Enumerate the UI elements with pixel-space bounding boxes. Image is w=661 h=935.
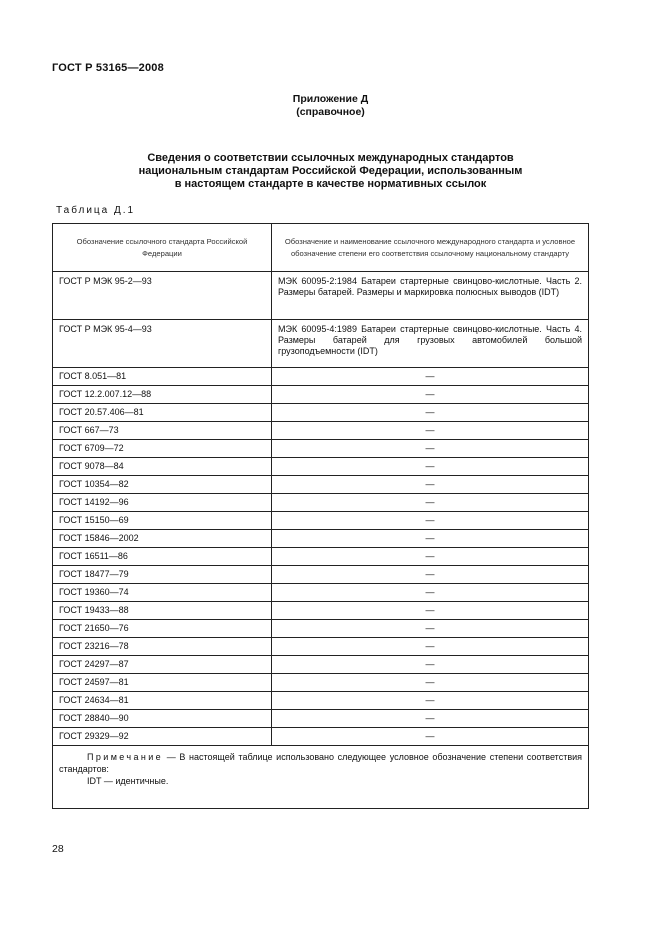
international-standard-cell: — bbox=[272, 566, 589, 584]
national-standard-cell: ГОСТ 14192—96 bbox=[53, 494, 272, 512]
international-standard-cell: — bbox=[272, 494, 589, 512]
document-code: ГОСТ Р 53165—2008 bbox=[52, 62, 164, 74]
table-row bbox=[53, 386, 589, 404]
international-standard-cell: — bbox=[272, 422, 589, 440]
national-standard-cell: ГОСТ 24597—81 bbox=[53, 674, 272, 692]
section-heading bbox=[0, 152, 661, 191]
national-standard-cell: ГОСТ 15150—69 bbox=[53, 512, 272, 530]
international-standard-cell: — bbox=[272, 386, 589, 404]
table-row bbox=[53, 422, 589, 440]
international-standard-cell: — bbox=[272, 656, 589, 674]
international-standard-cell: — bbox=[272, 368, 589, 386]
international-standard-cell: — bbox=[272, 728, 589, 746]
table-row bbox=[53, 728, 589, 746]
national-standard-cell: ГОСТ 9078—84 bbox=[53, 458, 272, 476]
national-standard-cell: ГОСТ 16511—86 bbox=[53, 548, 272, 566]
standards-table bbox=[52, 223, 589, 809]
note-text bbox=[59, 751, 582, 775]
national-standard-cell: ГОСТ 24297—87 bbox=[53, 656, 272, 674]
table-row bbox=[53, 476, 589, 494]
national-standard-cell: ГОСТ 15846—2002 bbox=[53, 530, 272, 548]
national-standard-cell: ГОСТ 21650—76 bbox=[53, 620, 272, 638]
national-standard-cell: ГОСТ 19433—88 bbox=[53, 602, 272, 620]
national-standard-cell: ГОСТ 10354—82 bbox=[53, 476, 272, 494]
international-standard-cell: — bbox=[272, 548, 589, 566]
national-standard-cell: ГОСТ 23216—78 bbox=[53, 638, 272, 656]
international-standard-cell: — bbox=[272, 512, 589, 530]
table-row bbox=[53, 458, 589, 476]
table-header-row bbox=[53, 224, 589, 272]
appendix-title: Приложение Д bbox=[292, 93, 369, 105]
table-row bbox=[53, 584, 589, 602]
international-standard-cell: — bbox=[272, 692, 589, 710]
table-row bbox=[53, 566, 589, 584]
international-standard-cell: МЭК 60095-2:1984 Батареи стартерные свинцово-кислотные. Часть 2. Размеры батарей. Размеры и маркировка полюсных выводов (IDT) bbox=[272, 272, 589, 320]
table-row bbox=[53, 512, 589, 530]
table-row bbox=[53, 548, 589, 566]
table-caption: Таблица Д.1 bbox=[56, 205, 136, 216]
heading-line-1: Сведения о соответствии ссылочных международных стандартов bbox=[147, 152, 514, 164]
international-standard-cell: МЭК 60095-4:1989 Батареи стартерные свинцово-кислотные. Часть 4. Размеры батарей для грузовых автомобилей большой грузоподъемности (IDT) bbox=[272, 320, 589, 368]
column-header-international: Обозначение и наименование ссылочного международного стандарта и условное обозначение степени его соответствия ссылочному национальному стандарту bbox=[272, 224, 589, 272]
international-standard-cell: — bbox=[272, 476, 589, 494]
table-note bbox=[53, 746, 589, 809]
national-standard-cell: ГОСТ 29329—92 bbox=[53, 728, 272, 746]
national-standard-cell: ГОСТ 20.57.406—81 bbox=[53, 404, 272, 422]
appendix-subtitle: (справочное) bbox=[296, 106, 365, 118]
national-standard-cell: ГОСТ 18477—79 bbox=[53, 566, 272, 584]
column-header-national: Обозначение ссылочного стандарта Российской Федерации bbox=[53, 224, 272, 272]
table-row bbox=[53, 656, 589, 674]
international-standard-cell: — bbox=[272, 674, 589, 692]
note-label: Примечание bbox=[87, 752, 164, 762]
table-row bbox=[53, 404, 589, 422]
national-standard-cell: ГОСТ 24634—81 bbox=[53, 692, 272, 710]
appendix-header bbox=[0, 93, 661, 119]
national-standard-cell: ГОСТ 6709—72 bbox=[53, 440, 272, 458]
table-row bbox=[53, 272, 589, 320]
heading-line-2: национальным стандартам Российской Федерации, использованным bbox=[138, 165, 523, 177]
heading-line-3: в настоящем стандарте в качестве нормативных ссылок bbox=[174, 178, 487, 190]
table-row bbox=[53, 440, 589, 458]
national-standard-cell: ГОСТ Р МЭК 95-4—93 bbox=[53, 320, 272, 368]
table-row bbox=[53, 368, 589, 386]
international-standard-cell: — bbox=[272, 620, 589, 638]
table-row bbox=[53, 602, 589, 620]
national-standard-cell: ГОСТ 12.2.007.12—88 bbox=[53, 386, 272, 404]
table-row bbox=[53, 530, 589, 548]
table-note-row bbox=[53, 746, 589, 809]
international-standard-cell: — bbox=[272, 602, 589, 620]
note-body: — В настоящей таблице использовано следующее условное обозначение степени соответствия стандартов: bbox=[59, 752, 582, 774]
page-number: 28 bbox=[52, 843, 64, 855]
table-row bbox=[53, 638, 589, 656]
international-standard-cell: — bbox=[272, 458, 589, 476]
table-row bbox=[53, 494, 589, 512]
international-standard-cell: — bbox=[272, 440, 589, 458]
international-standard-cell: — bbox=[272, 710, 589, 728]
table-row bbox=[53, 620, 589, 638]
national-standard-cell: ГОСТ 28840—90 bbox=[53, 710, 272, 728]
international-standard-cell: — bbox=[272, 530, 589, 548]
note-item: IDT — идентичные. bbox=[87, 776, 169, 786]
national-standard-cell: ГОСТ Р МЭК 95-2—93 bbox=[53, 272, 272, 320]
international-standard-cell: — bbox=[272, 404, 589, 422]
table-row bbox=[53, 710, 589, 728]
international-standard-cell: — bbox=[272, 584, 589, 602]
table-row bbox=[53, 692, 589, 710]
national-standard-cell: ГОСТ 19360—74 bbox=[53, 584, 272, 602]
international-standard-cell: — bbox=[272, 638, 589, 656]
national-standard-cell: ГОСТ 8.051—81 bbox=[53, 368, 272, 386]
table-row bbox=[53, 674, 589, 692]
table-row bbox=[53, 320, 589, 368]
national-standard-cell: ГОСТ 667—73 bbox=[53, 422, 272, 440]
